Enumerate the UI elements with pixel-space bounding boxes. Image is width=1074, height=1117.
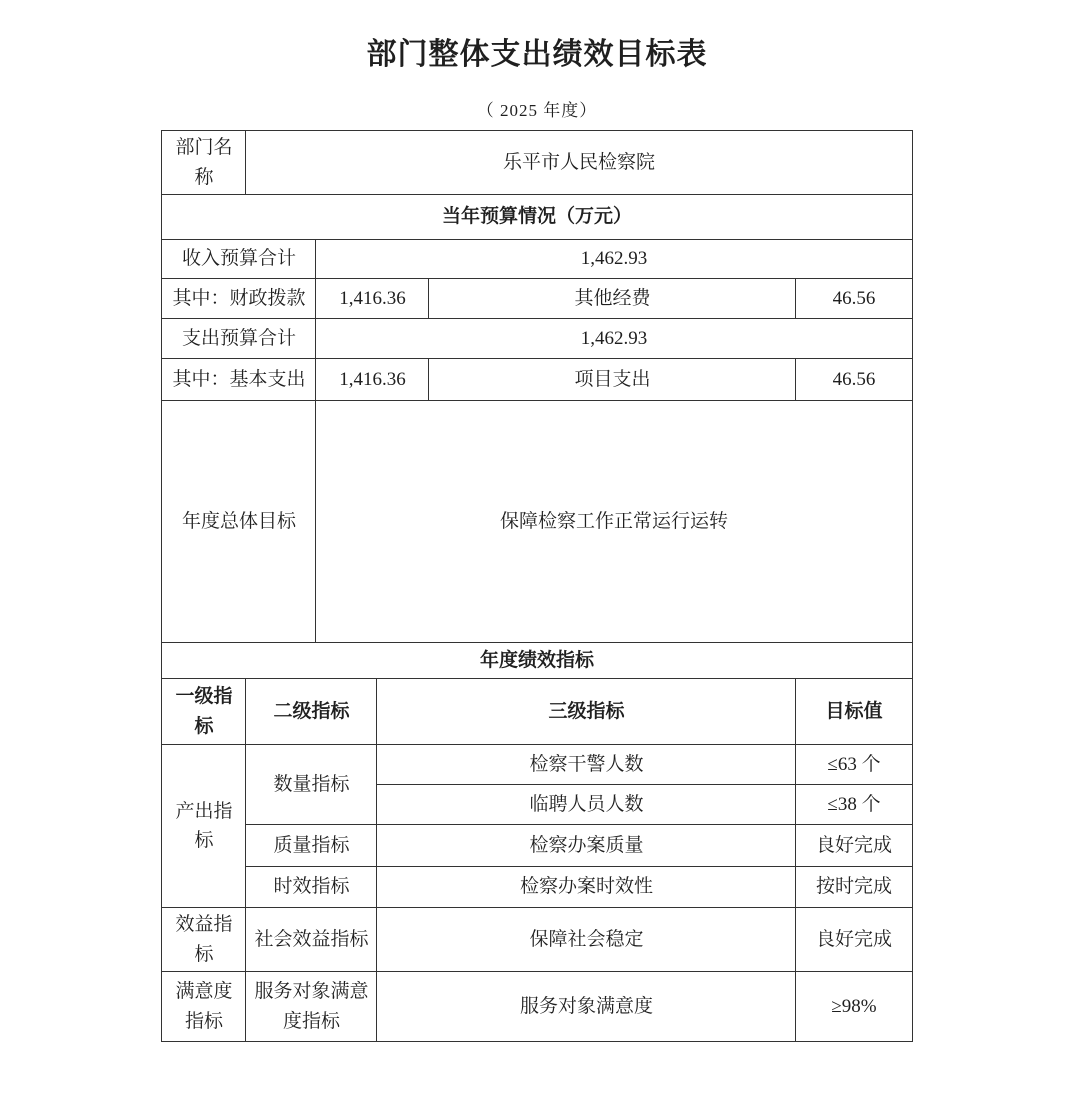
performance-section-header-row	[162, 643, 912, 679]
level2-quality-indicator: 质量指标	[246, 825, 377, 867]
level3-indicator: 检察干警人数	[377, 745, 796, 785]
fiscal-allocation-label: 其中：财政拨款	[162, 279, 316, 319]
indicator-row	[162, 825, 912, 867]
target-value: 良好完成	[796, 908, 912, 972]
basic-expense-label: 其中：基本支出	[162, 359, 316, 401]
target-value: ≤38 个	[796, 785, 912, 825]
budget-section-header: 当年预算情况（万元）	[162, 195, 912, 240]
expense-detail-row	[162, 359, 912, 401]
page-subtitle: （ 2025 年度）	[476, 101, 598, 120]
income-detail-row	[162, 279, 912, 319]
income-total-row	[162, 240, 912, 279]
level3-indicator: 检察办案质量	[377, 825, 796, 867]
basic-expense-value: 1,416.36	[316, 359, 429, 401]
indicator-header-row	[162, 679, 912, 745]
other-funds-value: 46.56	[796, 279, 912, 319]
col-header-level1: 一级指标	[162, 679, 246, 745]
level1-satisfaction-indicator: 满意度指标	[162, 972, 246, 1042]
level1-benefit-indicator: 效益指标	[162, 908, 246, 972]
level3-indicator: 检察办案时效性	[377, 867, 796, 908]
level2-quantity-indicator: 数量指标	[246, 745, 377, 825]
dept-name-label: 部门名称	[162, 131, 246, 195]
annual-goal-value: 保障检察工作正常运行运转	[316, 401, 912, 643]
dept-name-row	[162, 131, 912, 195]
col-header-level2: 二级指标	[246, 679, 377, 745]
expense-total-label: 支出预算合计	[162, 319, 316, 359]
budget-section-header-row	[162, 195, 912, 240]
dept-name-value: 乐平市人民检察院	[246, 131, 912, 195]
annual-goal-label: 年度总体目标	[162, 401, 316, 643]
indicator-row	[162, 972, 912, 1042]
indicator-row	[162, 908, 912, 972]
level3-indicator: 服务对象满意度	[377, 972, 796, 1042]
target-value: ≤63 个	[796, 745, 912, 785]
fiscal-allocation-value: 1,416.36	[316, 279, 429, 319]
indicator-row	[162, 745, 912, 785]
expense-total-value: 1,462.93	[316, 319, 912, 359]
page-title: 部门整体支出绩效目标表	[366, 38, 708, 71]
project-expense-label: 项目支出	[429, 359, 796, 401]
col-header-level3: 三级指标	[377, 679, 796, 745]
expense-total-row	[162, 319, 912, 359]
level3-indicator: 保障社会稳定	[377, 908, 796, 972]
project-expense-value: 46.56	[796, 359, 912, 401]
level2-social-benefit-indicator: 社会效益指标	[246, 908, 377, 972]
col-header-target: 目标值	[796, 679, 912, 745]
target-value: ≥98%	[796, 972, 912, 1042]
target-value: 按时完成	[796, 867, 912, 908]
performance-section-header: 年度绩效指标	[162, 643, 912, 679]
level3-indicator: 临聘人员人数	[377, 785, 796, 825]
level2-service-satisfaction-indicator: 服务对象满意度指标	[246, 972, 377, 1042]
level1-output-indicator: 产出指标	[162, 745, 246, 908]
performance-target-table	[161, 130, 912, 1042]
level2-timeliness-indicator: 时效指标	[246, 867, 377, 908]
other-funds-label: 其他经费	[429, 279, 796, 319]
income-total-label: 收入预算合计	[162, 240, 316, 279]
income-total-value: 1,462.93	[316, 240, 912, 279]
annual-goal-row	[162, 401, 912, 643]
target-value: 良好完成	[796, 825, 912, 867]
indicator-row	[162, 867, 912, 908]
